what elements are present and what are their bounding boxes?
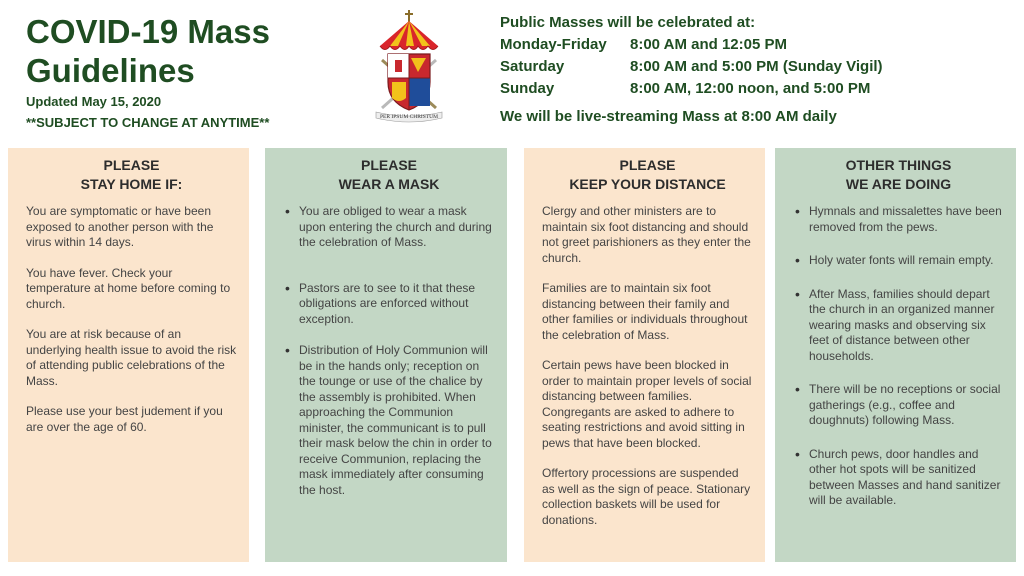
- list-item: • After Mass, families should depart the church in an organized manner wearing masks and observing six feet of distance between other households.: [793, 287, 1004, 365]
- list-item: Please use your best judement if you are over the age of 60.: [26, 404, 223, 434]
- column-heading-line-1: PLEASE: [360, 157, 417, 173]
- schedule-day: Monday-Friday: [500, 36, 607, 53]
- page-title: [26, 12, 326, 90]
- schedule-row: [500, 56, 883, 78]
- title-line-1: COVID-19 Mass: [26, 13, 270, 50]
- list-item: • You are obliged to wear a mask upon entering the church and during the celebration of Mass.: [283, 204, 495, 251]
- schedule-times: 8:00 AM and 5:00 PM (Sunday Vigil): [630, 58, 883, 75]
- column-heading-line-2: WEAR A MASK: [338, 176, 440, 192]
- crest-motto: PER IPSUM CHRISTUM: [379, 114, 439, 120]
- list-item: Offertory processions are suspended as well as the sign of peace. Stationary collection baskets will be used for donations.: [542, 466, 751, 527]
- column-heading: [542, 156, 753, 194]
- schedule-row: [500, 34, 883, 56]
- title-line-2: Guidelines: [26, 52, 195, 89]
- column-heading: [283, 156, 495, 194]
- list-item: Families are to maintain six foot distancing between their family and other families or individuals throughout the celebration of Mass.: [542, 281, 748, 342]
- stay-home-column: [8, 148, 249, 562]
- list-item: Certain pews have been blocked in order to maintain proper levels of social distancing between families. Congregants are asked to adhere to seating restrictions and avoid sitting in pews that have been blocked.: [542, 358, 752, 450]
- mass-schedule: [500, 12, 883, 128]
- list-item: • Pastors are to see to it that these obligations are enforced without exception.: [283, 281, 495, 328]
- updated-date: Updated May 15, 2020: [26, 94, 162, 109]
- column-heading-line-1: OTHER THINGS: [845, 157, 952, 173]
- subject-to-change-note: **SUBJECT TO CHANGE AT ANYTIME**: [26, 115, 270, 130]
- list-item: You are at risk because of an underlying health issue to avoid the risk of attending public celebrations of the Mass.: [26, 327, 237, 388]
- column-heading: [793, 156, 1004, 194]
- schedule-day: Sunday: [500, 80, 555, 97]
- schedule-day: Saturday: [500, 58, 565, 75]
- other-measures-column: [775, 148, 1016, 562]
- list-item: Clergy and other ministers are to maintain six foot distancing and should not greet parishioners as they enter the church.: [542, 204, 751, 265]
- list-item: • There will be no receptions or social gatherings (e.g., coffee and doughnuts) following Mass.: [793, 382, 1004, 429]
- schedule-times: 8:00 AM, 12:00 noon, and 5:00 PM: [630, 80, 871, 97]
- column-heading: [26, 156, 237, 194]
- list-item: • Church pews, door handles and other hot spots will be sanitized between Masses and hand sanitizer will be available.: [793, 447, 1004, 509]
- schedule-row: [500, 78, 883, 100]
- list-item: You are symptomatic or have been exposed to another person with the virus within 14 days.: [26, 204, 214, 249]
- wear-mask-column: [265, 148, 507, 562]
- schedule-times: 8:00 AM and 12:05 PM: [630, 36, 787, 53]
- list-item: • Hymnals and missalettes have been removed from the pews.: [793, 204, 1004, 235]
- list-item: You have fever. Check your temperature at home before coming to church.: [26, 265, 231, 311]
- schedule-heading: Public Masses will be celebrated at:: [500, 14, 756, 31]
- column-heading-line-2: KEEP YOUR DISTANCE: [569, 176, 726, 192]
- livestream-note: We will be live-streaming Mass at 8:00 AM daily: [500, 108, 837, 125]
- diocese-crest-icon: [368, 8, 450, 136]
- list-item: • Holy water fonts will remain empty.: [793, 253, 1004, 269]
- column-heading-line-2: WE ARE DOING: [845, 176, 952, 192]
- keep-distance-column: [524, 148, 765, 562]
- list-item: • Distribution of Holy Communion will be in the hands only; reception on the tounge or use of the chalice by the assembly is prohibited. When approaching the Communion minister, the communicant is to pull their mask below the chin in order to receive Communion, replacing the mask immediately after consuming the host.: [283, 343, 495, 498]
- column-heading-line-1: PLEASE: [619, 157, 676, 173]
- column-heading-line-2: STAY HOME IF:: [80, 176, 183, 192]
- column-heading-line-1: PLEASE: [103, 157, 160, 173]
